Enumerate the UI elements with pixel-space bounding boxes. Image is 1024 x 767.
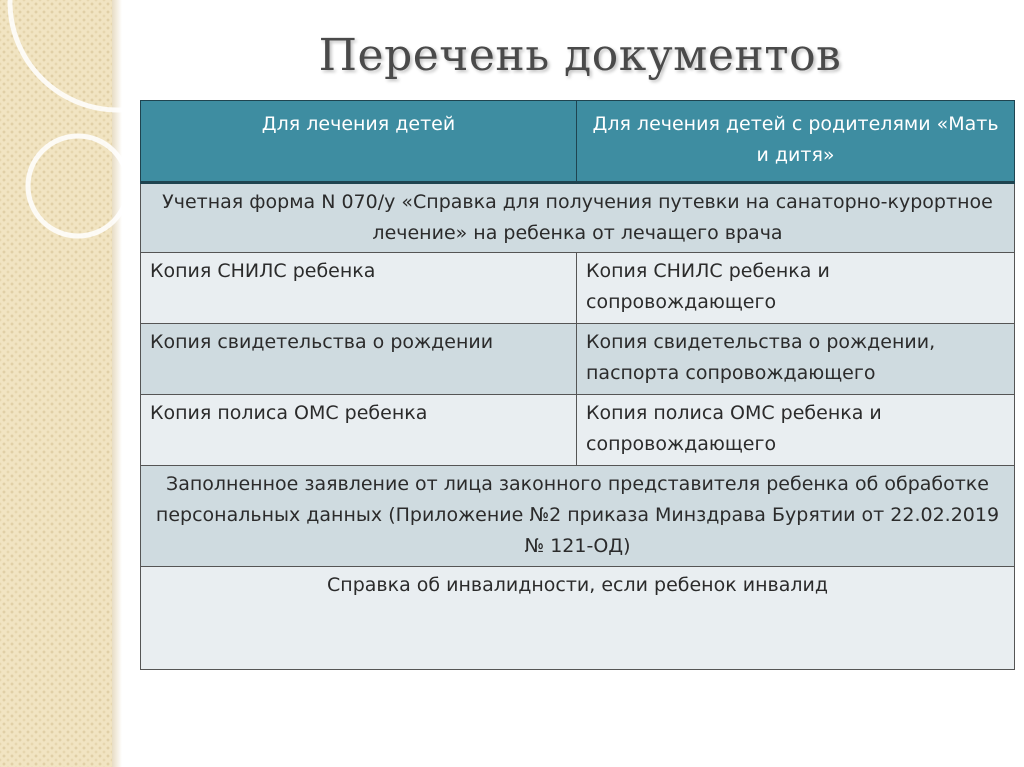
table-row <box>141 324 1015 395</box>
table-row <box>141 253 1015 324</box>
cell-birth-certificate: Копия свидетельства о рождении <box>141 324 577 395</box>
table-row <box>141 395 1015 466</box>
cell-oms-child-companion: Копия полиса ОМС ребенка и сопровождающего <box>577 395 1015 466</box>
header-mother-and-child: Для лечения детей с родителями «Мать и дитя» <box>577 101 1015 183</box>
cell-birth-certificate-passport: Копия свидетельства о рождении, паспорта сопровождающего <box>577 324 1015 395</box>
documents-table <box>140 100 1015 670</box>
page-title: Перечень документов <box>318 30 842 81</box>
cell-oms-child: Копия полиса ОМС ребенка <box>141 395 577 466</box>
table-header-row <box>141 101 1015 183</box>
header-children-treatment: Для лечения детей <box>141 101 577 183</box>
table-row <box>141 183 1015 253</box>
decorative-circles <box>0 0 140 300</box>
cell-snils-child-companion: Копия СНИЛС ребенка и сопровождающего <box>577 253 1015 324</box>
cell-snils-child: Копия СНИЛС ребенка <box>141 253 577 324</box>
cell-disability-certificate: Справка об инвалидности, если ребенок инвалид <box>141 567 1015 670</box>
cell-form-070: Учетная форма N 070/у «Справка для получения путевки на санаторно-курортное лечение» на ребенка от лечащего врача <box>141 183 1015 253</box>
table-row <box>141 466 1015 567</box>
cell-personal-data-consent: Заполненное заявление от лица законного представителя ребенка об обработке персональных данных (Приложение №2 приказа Минздрава Бурятии от 22.02.2019 № 121-ОД) <box>141 466 1015 567</box>
table-row <box>141 567 1015 670</box>
